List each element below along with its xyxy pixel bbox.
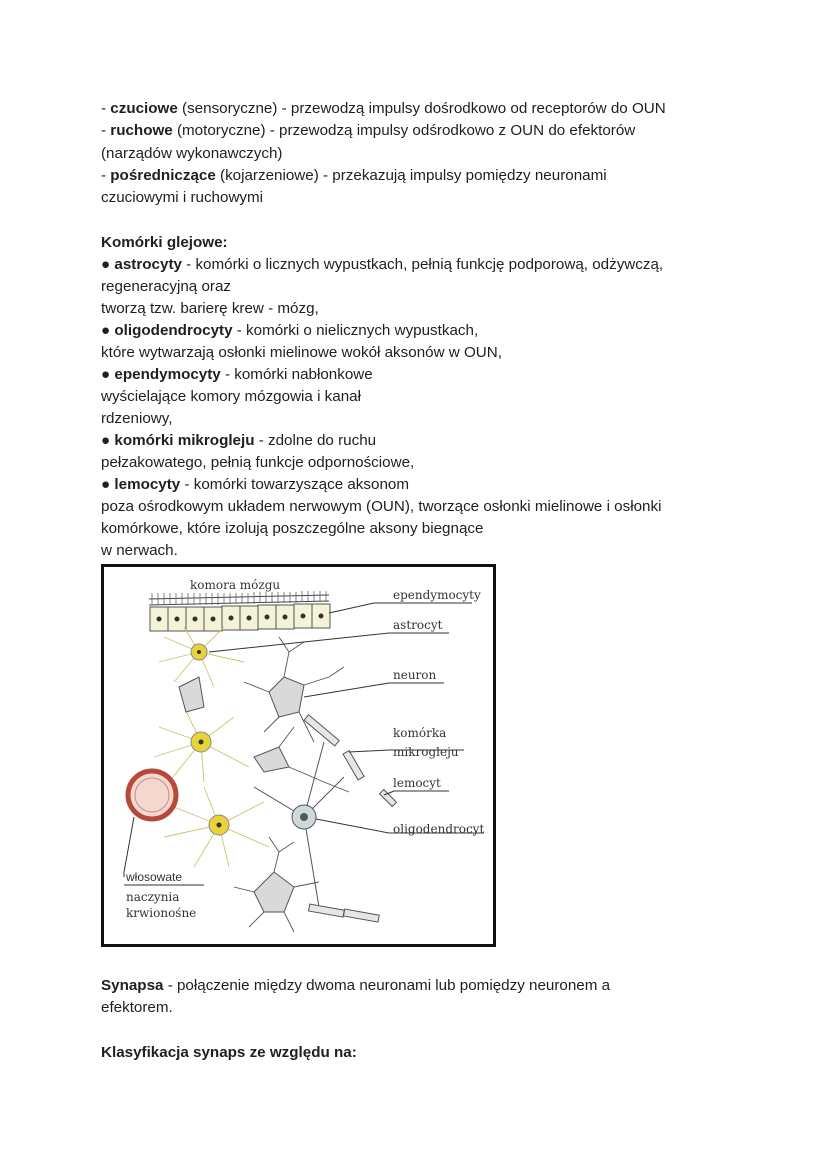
neuron-type-interneuron [101, 165, 607, 187]
label-capillaries-2: naczynia [126, 890, 180, 904]
myelin-segments [304, 715, 396, 922]
term: pośredniczące [110, 167, 216, 184]
glia-oligodendrocytes-l2: które wytwarzają osłonki mielinowe wokół aksonów w OUN, [101, 344, 502, 361]
glia-ependymocytes [101, 364, 373, 386]
label-neuron: neuron [393, 668, 437, 682]
bullet: ● [101, 476, 115, 493]
glia-microglia-l2: pełzakowatego, pełnią funkcje odpornościowe, [101, 454, 415, 471]
glia-lemocytes-l3: komórkowe, które izolują poszczególne aksony biegnące [101, 520, 484, 537]
label-astrocyte: astrocyt [393, 618, 443, 632]
glia-astrocytes-l3: tworzą tzw. barierę krew - mózg, [101, 300, 319, 317]
synapse-classification-heading: Klasyfikacja synaps ze względu na: [101, 1044, 357, 1061]
term: ruchowe [110, 122, 173, 139]
neuron-type-sensory [101, 98, 666, 120]
term: oligodendrocyty [114, 322, 233, 339]
astrocytes [191, 644, 229, 835]
term: Synapsa [101, 977, 164, 994]
neurons [179, 677, 304, 912]
bullet: ● [101, 432, 115, 449]
glial-cells-figure [101, 564, 496, 947]
synapse-definition-l2: efektorem. [101, 999, 173, 1016]
ependymal-layer [149, 591, 330, 631]
definition: - komórki o licznych wypustkach, pełnią funkcję podporową, odżywczą, [181, 256, 664, 273]
label-lemocyte: lemocyt [393, 776, 441, 790]
glial-cells-illustration [104, 567, 493, 944]
glia-ependymocytes-l3: rdzeniowy, [101, 410, 173, 427]
definition: - komórki nabłonkowe [220, 366, 373, 383]
definition: - połączenie między dwoma neuronami lub pomiędzy neuronem a [163, 977, 611, 994]
leader-lines [124, 603, 484, 885]
label-ependymocytes: ependymocyty [393, 588, 481, 602]
label-oligodendrocyte: oligodendrocyt [393, 822, 485, 836]
label-microglia-1: komórka [393, 726, 447, 740]
bullet: ● [101, 366, 115, 383]
label-microglia-2: mikrogleju [393, 745, 459, 759]
dash: - [101, 167, 111, 184]
label-brain-ventricle: komora mózgu [190, 578, 281, 592]
definition: (kojarzeniowe) - przekazują impulsy pomiędzy neuronami [215, 167, 607, 184]
glia-heading: Komórki glejowe: [101, 234, 228, 251]
glia-oligodendrocytes [101, 320, 478, 342]
glia-astrocytes [101, 254, 663, 276]
term: astrocyty [114, 256, 182, 273]
synapse-definition [101, 975, 610, 997]
bullet: ● [101, 256, 115, 273]
neuron-type-interneuron-continuation: czuciowymi i ruchowymi [101, 189, 264, 206]
term: czuciowe [110, 100, 178, 117]
definition: - komórki o nielicznych wypustkach, [232, 322, 479, 339]
term: komórki mikrogleju [114, 432, 255, 449]
glia-lemocytes-l2: poza ośrodkowym układem nerwowym (OUN), tworzące osłonki mielinowe i osłonki [101, 498, 662, 515]
glia-ependymocytes-l2: wyścielające komory mózgowia i kanał [101, 388, 361, 405]
term: lemocyty [114, 476, 181, 493]
dash: - [101, 122, 111, 139]
glia-microglia [101, 430, 376, 452]
glia-lemocytes-l4: w nerwach. [101, 542, 178, 559]
term: ependymocyty [114, 366, 221, 383]
neuron-type-motor-continuation: (narządów wykonawczych) [101, 145, 283, 162]
label-capillaries-3: krwionośne [126, 906, 197, 920]
definition: - zdolne do ruchu [254, 432, 377, 449]
definition: (motoryczne) - przewodzą impulsy odśrodkowo z OUN do efektorów [172, 122, 636, 139]
glia-astrocytes-l2: regeneracyjną oraz [101, 278, 232, 295]
capillary [128, 771, 176, 819]
bullet: ● [101, 322, 115, 339]
dash: - [101, 100, 111, 117]
glia-lemocytes [101, 474, 409, 496]
definition: - komórki towarzyszące aksonom [180, 476, 409, 493]
definition: (sensoryczne) - przewodzą impulsy dośrodkowo od receptorów do OUN [177, 100, 666, 117]
label-capillaries-1: włosowate [126, 870, 183, 884]
neuron-type-motor [101, 120, 635, 142]
